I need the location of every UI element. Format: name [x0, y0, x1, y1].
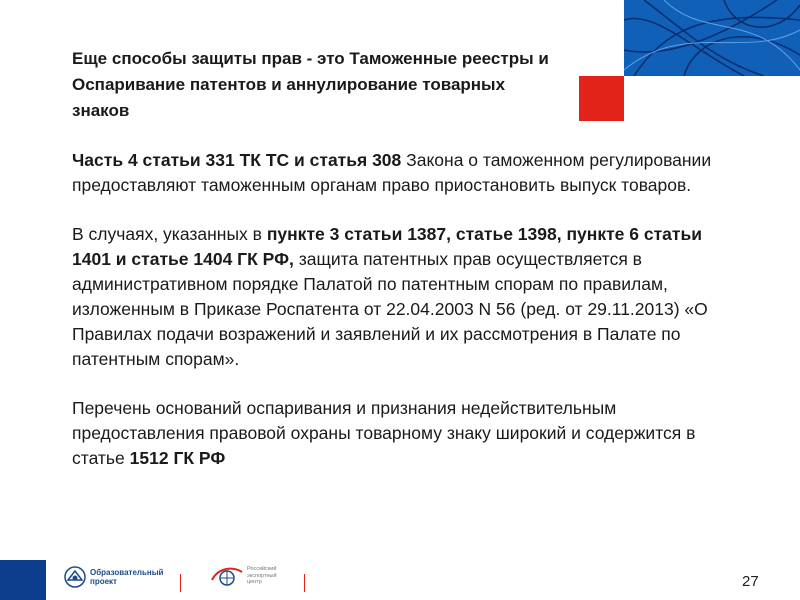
slide-heading — [72, 46, 722, 124]
paragraph-patents-text-1: В случаях, указанных в — [72, 224, 267, 244]
footer-separator-1 — [180, 574, 181, 592]
paragraph-trademarks — [72, 396, 722, 471]
paragraph-patents-text-2: защита патентных прав осуществляется в административном порядке Палатой по патентным спорам по правилам, изложенным в Приказе Роспатента от 22.04.2003 N 56 (ред. от 29.11.2013) «О Правилах подачи возражений и заявлений и их рассмотрения в Палате по патентным спорам». — [72, 249, 708, 369]
logo2-line-2: экспортный — [247, 572, 277, 579]
paragraph-customs-text: Закона о таможенном регулировании предоставляют таможенным органам право приостановить выпуск товаров. — [72, 150, 712, 195]
footer-separator-2 — [304, 574, 305, 592]
page-number: 27 — [742, 573, 759, 590]
education-project-logo — [64, 564, 163, 590]
footer-blue-block — [0, 560, 46, 600]
logo1-line-2: проект — [90, 577, 117, 586]
paragraph-customs-bold: Часть 4 статьи 331 ТК ТС и статья 308 — [72, 150, 402, 170]
paragraph-patents — [72, 222, 722, 372]
slide-content — [72, 46, 722, 495]
paragraph-customs — [72, 148, 722, 198]
export-center-emblem-icon — [210, 564, 244, 588]
education-project-emblem-icon — [64, 566, 86, 588]
paragraph-patents-bold: пункте 3 статьи 1387, статье 1398, пункте 6 статьи 1401 и статье 1404 ГК РФ, — [72, 224, 702, 269]
logo2-line-1: Российский — [247, 566, 277, 573]
export-center-logo — [210, 562, 277, 590]
logo2-line-3: центр — [247, 579, 262, 586]
paragraph-trademarks-bold: 1512 ГК РФ — [129, 448, 226, 468]
heading-line-3: знаков — [72, 101, 130, 120]
logo1-line-1: Образовательный — [90, 568, 164, 577]
heading-line-2: Оспаривание патентов и аннулирование товарных — [72, 75, 506, 94]
paragraph-trademarks-text: Перечень оснований оспаривания и признания недействительным предоставления правовой охраны товарному знаку широкий и содержится в статье — [72, 398, 696, 468]
heading-line-1: Еще способы защиты прав - это Таможенные реестры и — [72, 49, 549, 68]
